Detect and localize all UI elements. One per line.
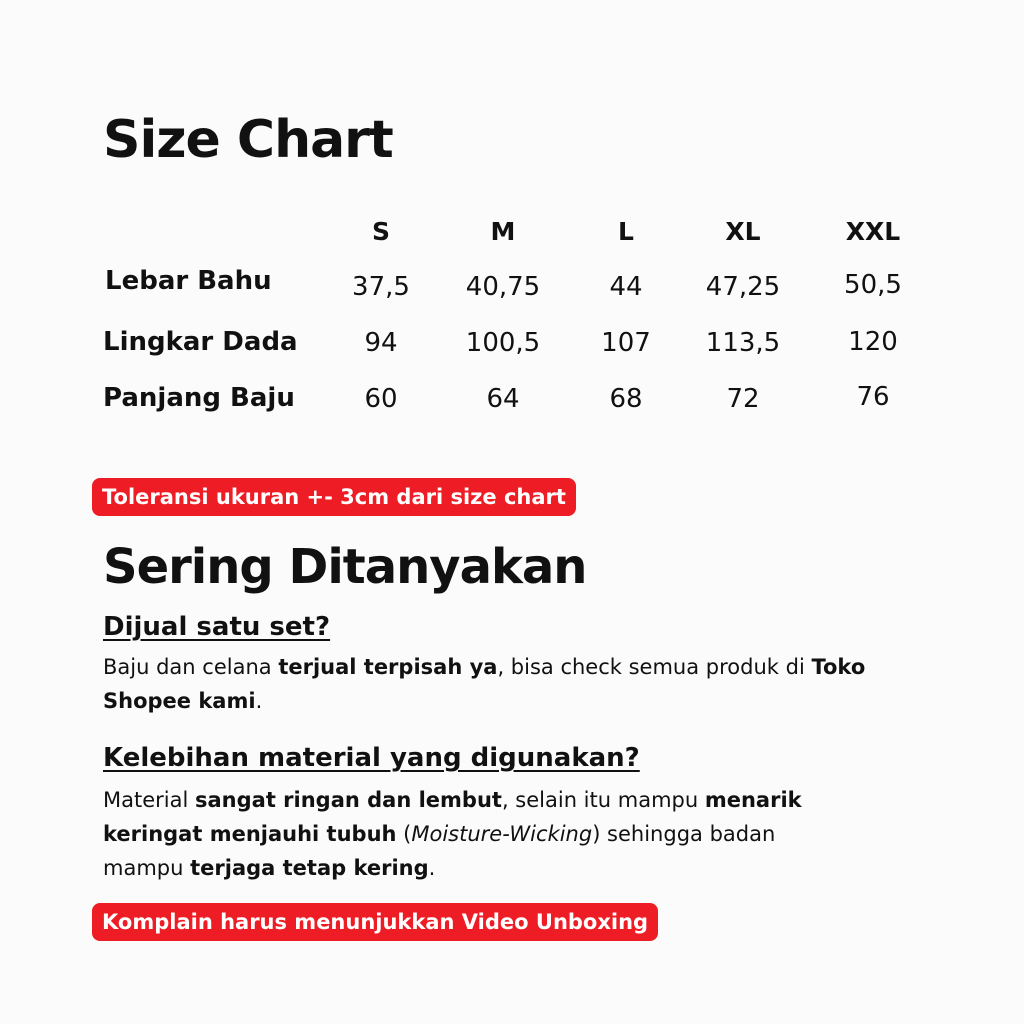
complaint-badge: Komplain harus menunjukkan Video Unboxing: [92, 903, 658, 941]
size-header-xxl: XXL: [845, 217, 901, 246]
table-cell: 44: [609, 272, 643, 302]
table-cell: 113,5: [705, 328, 781, 358]
table-cell: 37,5: [352, 272, 410, 302]
size-chart-title: Size Chart: [103, 110, 393, 170]
size-header-s: S: [371, 217, 390, 246]
faq-title: Sering Ditanyakan: [103, 539, 587, 595]
tolerance-badge: Toleransi ukuran +- 3cm dari size chart: [92, 478, 576, 516]
table-cell: 100,5: [465, 328, 541, 358]
table-cell: 40,75: [465, 272, 541, 302]
faq-question-2: Kelebihan material yang digunakan?: [103, 743, 640, 773]
row-label-lingkar-dada: Lingkar Dada: [103, 327, 298, 357]
faq-answer-1: Baju dan celana terjual terpisah ya, bisa check semua produk di Toko Shopee kami.: [103, 655, 866, 713]
faq-question-1: Dijual satu set?: [103, 612, 331, 642]
table-cell: 107: [601, 328, 651, 358]
table-cell: 120: [848, 327, 898, 357]
table-cell: 50,5: [844, 270, 902, 300]
table-cell: 47,25: [705, 272, 781, 302]
row-label-lebar-bahu: Lebar Bahu: [105, 266, 272, 296]
table-cell: 60: [364, 384, 398, 414]
table-cell: 64: [486, 384, 520, 414]
size-header-xl: XL: [725, 217, 761, 246]
row-label-panjang-baju: Panjang Baju: [103, 383, 295, 413]
table-cell: 76: [856, 382, 890, 412]
size-header-m: M: [490, 217, 516, 246]
table-cell: 94: [364, 328, 398, 358]
table-cell: 72: [726, 384, 760, 414]
table-cell: 68: [609, 384, 643, 414]
size-header-l: L: [618, 217, 634, 246]
faq-answer-2: Material sangat ringan dan lembut, selain itu mampu menarik keringat menjauhi tubuh (Moisture-Wicking) sehingga badan mampu terjaga tetap kering.: [103, 788, 802, 880]
